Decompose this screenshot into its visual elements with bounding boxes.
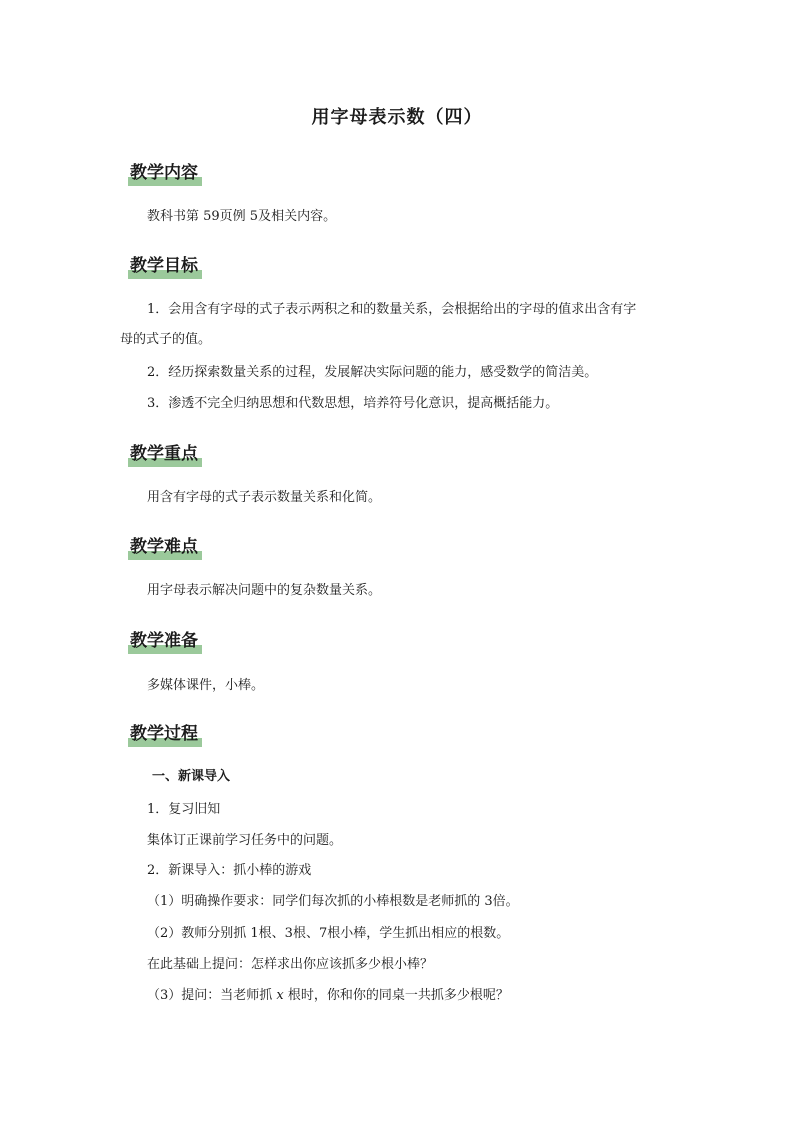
section-heading-process	[128, 723, 202, 745]
goal-item: 2．经历探索数量关系的过程，发展解决实际问题的能力，感受数学的简洁美。	[147, 365, 598, 380]
content-text: 教科书第 59页例 5及相关内容。	[147, 209, 337, 224]
process-line-suffix: 根时，你和你的同桌一共抓多少根呢？	[283, 988, 509, 1003]
section-heading-key-points	[128, 443, 202, 465]
process-line: （1）明确操作要求：同学们每次抓的小棒根数是老师抓的 3倍。	[147, 894, 519, 909]
difficulties-text: 用字母表示解决问题中的复杂数量关系。	[147, 583, 382, 598]
process-subheading: 一、新课导入	[152, 769, 231, 784]
section-heading-label: 教学难点	[130, 537, 198, 557]
variable-x: x	[276, 988, 284, 1003]
process-line-last	[147, 987, 509, 1005]
key-points-text: 用含有字母的式子表示数量关系和化简。	[147, 490, 382, 505]
section-heading-label: 教学准备	[130, 631, 198, 651]
section-heading-goals	[128, 255, 202, 277]
section-heading-preparation	[128, 630, 202, 652]
section-heading-content	[128, 162, 202, 184]
goal-item: 3．渗透不完全归纳思想和代数思想，培养符号化意识，提高概括能力。	[147, 396, 559, 411]
section-heading-label: 教学重点	[130, 444, 198, 464]
section-heading-label: 教学过程	[130, 724, 198, 744]
process-line: 1．复习旧知	[147, 802, 221, 817]
goal-item: 母的式子的值。	[120, 332, 212, 347]
document-title: 用字母表示数（四）	[311, 107, 483, 128]
section-heading-label: 教学目标	[130, 256, 198, 276]
process-line: （2）教师分别抓 1根、3根、7根小棒，学生抓出相应的根数。	[147, 926, 510, 941]
section-heading-label: 教学内容	[130, 163, 198, 183]
preparation-text: 多媒体课件，小棒。	[147, 678, 265, 693]
process-line: 集体订正课前学习任务中的问题。	[147, 833, 343, 848]
process-line: 2．新课导入：抓小棒的游戏	[147, 863, 312, 878]
goal-item: 1．会用含有字母的式子表示两积之和的数量关系，会根据给出的字母的值求出含有字	[147, 302, 637, 317]
process-line: 在此基础上提问：怎样求出你应该抓多少根小棒？	[147, 957, 434, 972]
section-heading-difficulties	[128, 536, 202, 558]
process-line-prefix: （3）提问：当老师抓	[147, 988, 277, 1003]
